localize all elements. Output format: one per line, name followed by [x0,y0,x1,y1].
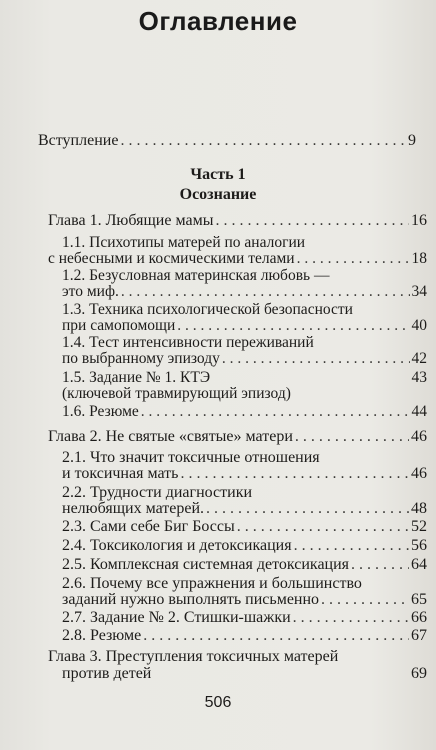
leader-dots [321,591,409,609]
toc-entry-2-1[interactable] [62,465,427,483]
page-number: 506 [204,694,232,711]
toc-entry-chapter-3[interactable] [62,665,427,683]
toc-entry-label: 2.8. Резюме [62,627,142,644]
toc-entry-page: 46 [411,428,427,445]
leader-dots [293,609,409,627]
toc-entry-2-1-line1: 2.1. Что значит токсичные отношения [62,449,320,466]
toc-entry-1-4[interactable] [62,350,427,368]
toc-entry-label: 1.5. Задание № 1. КТЭ [62,369,211,386]
toc-entry-label: с небесными и космическими телами [48,250,295,267]
toc-entry-2-3[interactable] [62,518,427,536]
leader-dots [141,403,410,421]
toc-entry-2-6-line1: 2.6. Почему все упражнения и большинство [62,575,362,592]
toc-entry-page: 65 [411,591,427,608]
toc-entry-page: 67 [411,627,427,644]
toc-entry-page: 69 [411,665,427,682]
part-label: Часть 1 [190,166,246,183]
toc-entry-label: 2.7. Задание № 2. Стишки-шажки [62,609,291,626]
toc-entry-chapter-2[interactable] [48,428,427,446]
toc-entry-page: 40 [411,317,427,334]
toc-entry-label: 1.6. Резюме [62,403,139,420]
toc-entry-page: 64 [411,556,427,573]
part-name: Осознание [179,186,257,203]
toc-entry-page: 9 [408,132,416,149]
leader-dots [237,518,409,536]
toc-entry-2-6[interactable] [62,591,427,609]
toc-entry-label: по выбранному эпизоду [62,350,220,367]
toc-entry-1-3[interactable] [62,317,427,335]
leader-dots [222,350,410,368]
toc-entry-1-1-line1: 1.1. Психотипы матерей по аналогии [62,234,306,251]
leader-dots [295,428,409,446]
leader-dots [180,465,409,483]
leader-dots [121,283,410,301]
toc-entry-page: 56 [411,537,427,554]
toc-entry-1-4-line1: 1.4. Тест интенсивности переживаний [62,334,314,351]
leader-dots [297,250,410,268]
toc-entry-page: 34 [411,283,427,300]
toc-entry-page: 43 [411,369,427,386]
toc-entry-label: заданий нужно выполнять письменно [62,591,320,608]
toc-entry-label: это миф. [62,283,119,300]
toc-entry-intro[interactable] [38,132,416,150]
toc-entry-page: 48 [411,500,427,517]
toc-entry-page: 16 [411,212,427,229]
toc-entry-label: при самопомощи [62,317,176,334]
toc-entry-label: Вступление [38,132,119,149]
leader-dots [177,317,409,335]
toc-entry-1-3-line1: 1.3. Техника психологической безопасности [62,301,353,318]
toc-entry-1-1[interactable] [48,250,427,268]
toc-entry-2-5[interactable] [62,556,427,574]
leader-dots [215,212,409,230]
toc-entry-chapter-1[interactable] [48,212,427,230]
toc-entry-label: нелюбящих матерей. [62,500,205,517]
leader-dots [294,537,409,555]
toc-entry-page: 52 [411,518,427,535]
toc-entry-label: и токсичная мать [62,465,179,482]
toc-entry-page: 18 [411,250,427,267]
toc-entry-1-2-line1: 1.2. Безусловная материнская любовь — [62,267,330,284]
toc-entry-page: 42 [411,350,427,367]
page-title: Оглавление [138,6,298,36]
toc-entry-label: 2.5. Комплексная системная детоксикация [62,556,350,573]
leader-dots [351,556,409,574]
toc-entry-label: против детей [62,665,152,682]
toc-entry-1-6[interactable] [62,403,427,421]
toc-entry-chapter-3-line1: Глава 3. Преступления токсичных матерей [48,648,339,665]
toc-entry-label: (ключевой травмирующий эпизод) [62,385,291,402]
toc-entry-label: Глава 1. Любящие мамы [48,212,214,229]
leader-dots [143,627,409,645]
toc-entry-page: 46 [411,465,427,482]
toc-entry-page: 66 [411,609,427,626]
toc-entry-2-4[interactable] [62,537,427,555]
toc-entry-2-2[interactable] [62,500,427,518]
toc-entry-page: 44 [411,403,427,420]
toc-entry-1-5-line2 [62,385,427,403]
toc-entry-1-2[interactable] [62,283,427,301]
toc-entry-2-8[interactable] [62,627,427,645]
toc-entry-label: 2.3. Сами себе Биг Боссы [62,518,235,535]
toc-entry-2-7[interactable] [62,609,427,627]
toc-entry-label: Глава 2. Не святые «святые» матери [48,428,293,445]
leader-dots [206,500,409,518]
toc-entry-label: 2.4. Токсикология и детоксикация [62,537,292,554]
toc-entry-2-2-line1: 2.2. Трудности диагностики [62,484,253,501]
leader-dots [120,132,406,150]
